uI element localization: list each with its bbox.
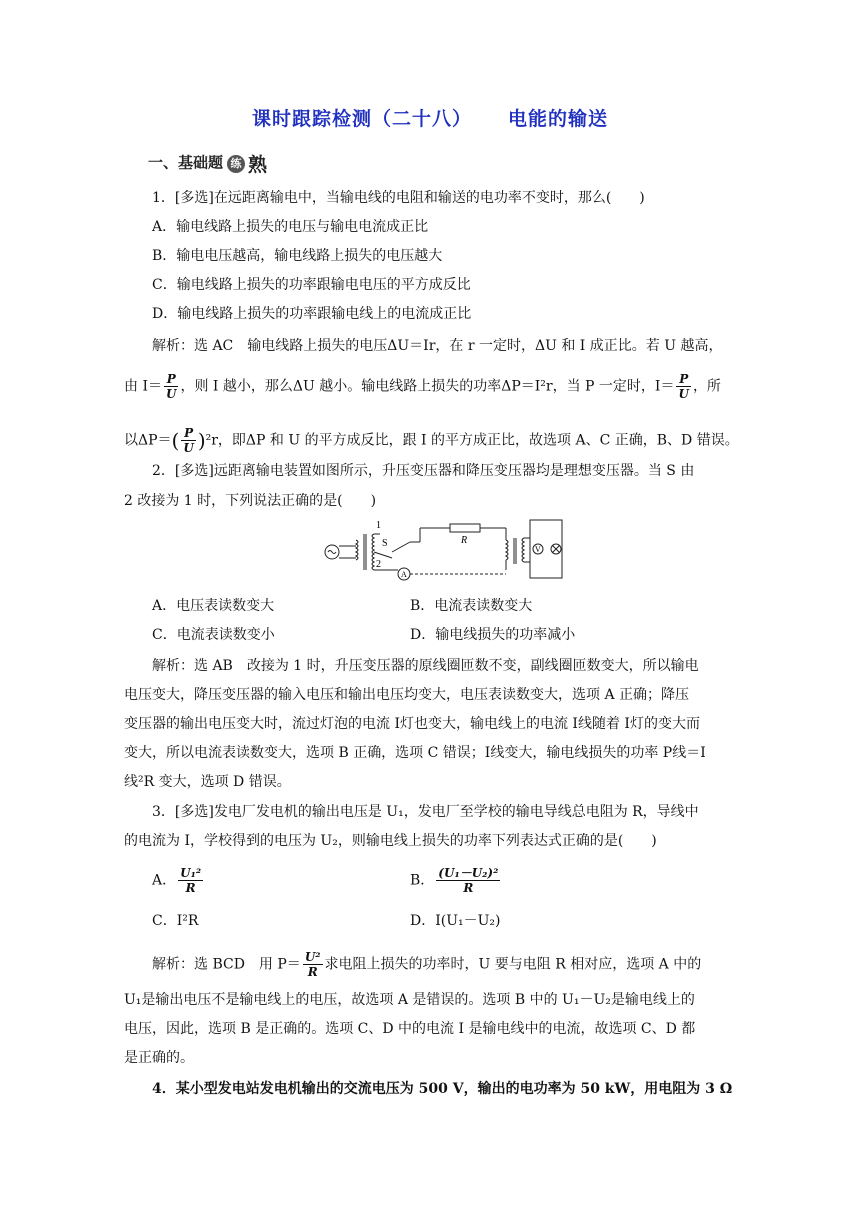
fraction-u1sq-over-r: $\frac{\text{U₁²}}{R}$ <box>180 866 202 895</box>
q3-stem-line1: 3．[多选]发电厂发电机的输出电压是 U₁，发电厂至学校的输电导线总电阻为 R，导线中 <box>152 804 699 820</box>
fraction-usq-over-r: $\frac{\text{U²}}{R}$ <box>304 950 321 979</box>
section-heading <box>148 150 267 177</box>
q3-option-c: C．I²R <box>152 913 199 929</box>
svg-text:A: A <box>401 570 407 579</box>
q1-analysis-line2: 由 I＝ $\frac{P}{U}$ ，则 I 越小，那么ΔU 越小。输电线路上损失的功率ΔP＝I²r，当 P 一定时，I＝ $\frac{P}{U}$ ，所 <box>124 372 721 401</box>
q1-analysis-line3: 以ΔP＝( $\frac{P}{U}$ )²r，即ΔP 和 U 的平方成反比，跟 I 的平方成正比，故选项 A、C 正确，B、D 错误。 <box>124 426 739 455</box>
q3-analysis-line1: 解析：选 BCD 用 P＝ $\frac{\text{U²}}{R}$ 求电阻上损失的功率时，U 要与电阻 R 相对应，选项 A 中的 <box>152 950 702 979</box>
q3-analysis-line3: 电压，因此，选项 B 是正确的。选项 C、D 中的电流 I 是输电线中的电流，故选项 C、D 都 <box>124 1021 696 1037</box>
q4-stem-line1: 4．某小型发电站发电机输出的交流电压为 500 V，输出的电功率为 50 kW，用电阻为 3 Ω <box>152 1081 733 1097</box>
fraction-diff-sq-over-r: $\frac{\text{(U₁－U₂)²}}{R}$ <box>438 866 499 895</box>
q2-stem-line2: 2 改接为 1 时，下列说法正确的是( ) <box>124 493 377 509</box>
q2-option-a: A．电压表读数变大 <box>152 598 275 614</box>
page-title <box>0 104 860 131</box>
q2-analysis-line2: 电压变大，降压变压器的输入电压和输出电压均变大，电压表读数变大，选项 A 正确；降压 <box>124 687 690 703</box>
q2-analysis-line1: 解析：选 AB 改接为 1 时，升压变压器的原线圈匝数不变，副线圈匝数变大，所以输电 <box>152 658 699 674</box>
q3-stem-line2: 的电流为 I，学校得到的电压为 U₂，则输电线上损失的功率下列表达式正确的是( ) <box>124 833 657 849</box>
q2-analysis-line4: 变大，所以电流表读数变大，选项 B 正确，选项 C 错误；I线变大，输电线损失的功率 P线＝I <box>124 745 706 761</box>
q1-analysis-line1: 解析：选 AC 输电线路上损失的电压ΔU＝Ir，在 r 一定时，ΔU 和 I 成正比。若 U 越高， <box>152 338 723 354</box>
title-topic: 电能的输送 <box>508 108 609 130</box>
q1-option-d: D．输电线路上损失的功率跟输电线上的电流成正比 <box>152 306 472 322</box>
q2-stem-line1: 2．[多选]远距离输电装置如图所示，升压变压器和降压变压器均是理想变压器。当 S 由 <box>152 463 695 479</box>
q3-option-d: D．I(U₁－U₂) <box>410 913 501 929</box>
section-big: 熟 <box>248 154 268 176</box>
q2-analysis-line5: 线²R 变大，选项 D 错误。 <box>124 774 291 790</box>
svg-text:R: R <box>461 535 468 546</box>
q1-option-b: B．输电电压越高，输电线路上损失的电压越大 <box>152 248 443 264</box>
fraction-p-over-u: $\frac{P}{U}$ <box>165 372 177 401</box>
svg-text:1: 1 <box>376 520 381 531</box>
section-badge: 练 <box>227 155 245 173</box>
svg-text:S: S <box>382 538 388 549</box>
fraction-p-over-u-2: $\frac{P}{U}$ <box>678 372 689 401</box>
q2-option-d: D．输电线损失的功率减小 <box>410 627 576 643</box>
title-main: 课时跟踪检测（二十八） <box>251 108 472 130</box>
q3-analysis-line4: 是正确的。 <box>124 1050 194 1066</box>
q3-analysis-line2: U₁是输出电压不是输电线上的电压，故选项 A 是错误的。选项 B 中的 U₁－U₂是输电线上的 <box>124 992 695 1008</box>
q2-option-b: B．电流表读数变大 <box>410 598 533 614</box>
svg-text:2: 2 <box>376 559 381 570</box>
fraction-p-over-u-3: $\frac{P}{U}$ <box>183 426 194 455</box>
svg-text:V: V <box>535 545 541 554</box>
q2-option-c: C．电流表读数变小 <box>152 627 275 643</box>
q1-stem: 1．[多选]在远距离输电中，当输电线的电阻和输送的电功率不变时，那么( ) <box>152 190 645 206</box>
q3-option-a: A． $\frac{\text{U₁²}}{R}$ <box>152 866 202 895</box>
circuit-diagram <box>320 516 566 584</box>
q1-option-a: A．输电线路上损失的电压与输电电流成正比 <box>152 219 429 235</box>
resistor <box>450 524 480 532</box>
q1-option-c: C．输电线路上损失的功率跟输电电压的平方成反比 <box>152 277 471 293</box>
q3-option-b: B． $\frac{\text{(U₁－U₂)²}}{R}$ <box>410 866 499 895</box>
q2-analysis-line3: 变压器的输出电压变大时，流过灯泡的电流 I灯也变大，输电线上的电流 I线随着 I灯的变大而 <box>124 716 700 732</box>
section-label: 一、基础题 <box>148 153 224 172</box>
